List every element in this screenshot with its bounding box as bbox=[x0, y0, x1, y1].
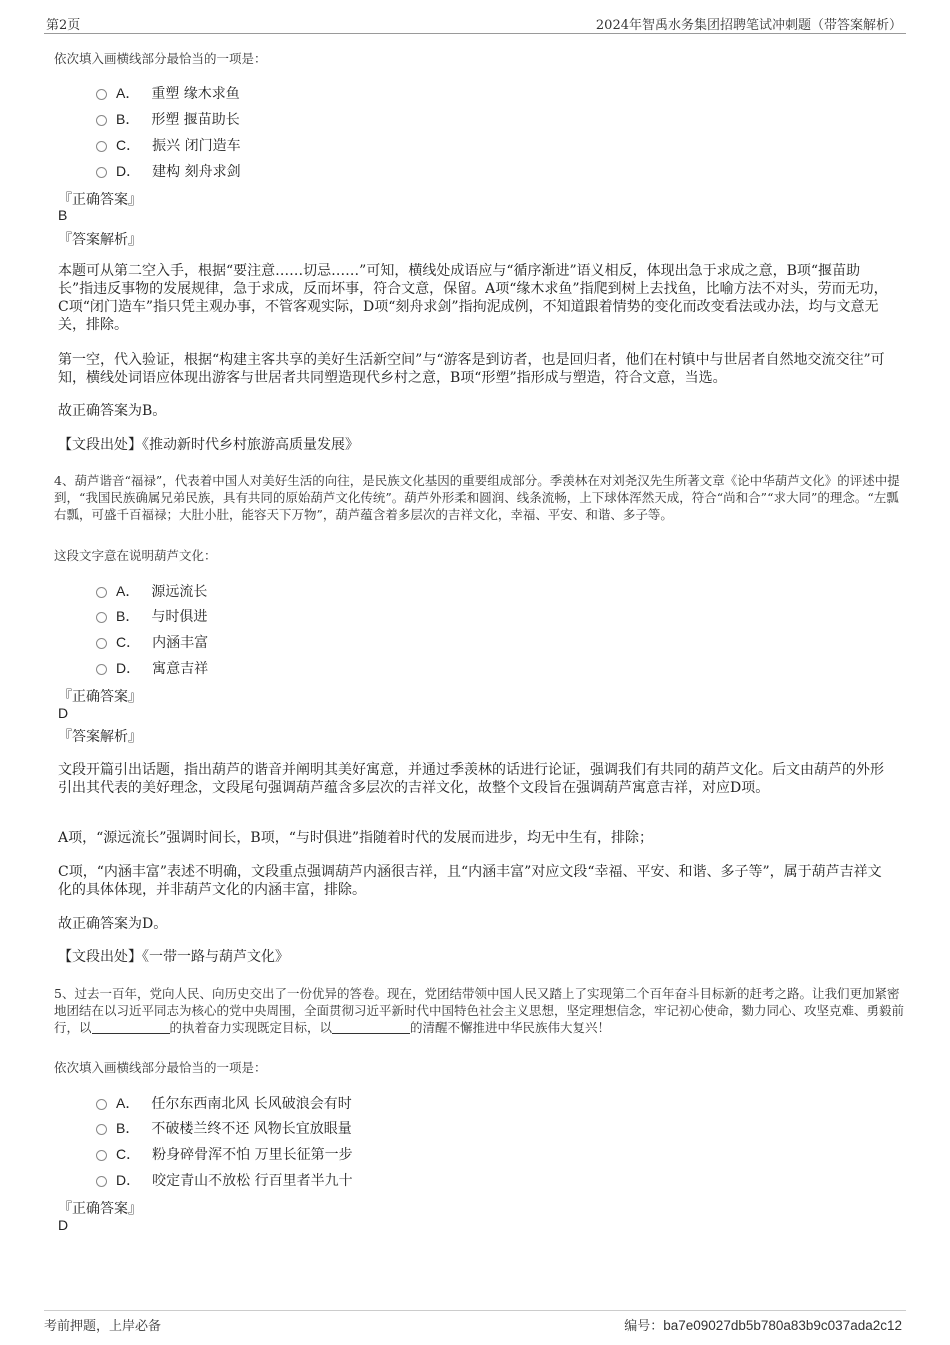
radio-icon[interactable] bbox=[96, 664, 107, 675]
radio-icon[interactable] bbox=[96, 1150, 107, 1161]
footer-slogan: 考前押题，上岸必备 bbox=[44, 1319, 162, 1334]
q4-analysis-para-3: C项，“内涵丰富”表述不明确，文段重点强调葫芦内涵很吉祥，且“内涵丰富”对应文段“幸福、平安、和谐、多子等”，属于葫芦吉祥文化的具体体现，并非葫芦文化的内涵丰富，排除。 bbox=[58, 864, 882, 898]
q5-stem: 5、过去一百年，党向人民、向历史交出了一份优异的答卷。现在，党团结带领中国人民又踏上了实现第二个百年奋斗目标新的赶考之路。让我们更加紧密地团结在以习近平同志为核心的党中央周围，全面贯彻习近平新时代中国特色社会主义思想，坚定理想信念，牢记初心使命，勠力同心、攻坚克难、勇毅前行，以 的执着奋力实现既定目标，以 的清醒不懈推进中华民族伟大复兴！ bbox=[54, 986, 905, 1035]
q4-prompt: 这段文字意在说明葫芦文化： bbox=[54, 548, 217, 563]
radio-icon[interactable] bbox=[96, 1099, 107, 1110]
q4-analysis-conclusion: 故正确答案为D。 bbox=[58, 916, 168, 932]
q3-analysis-para-1: 本题可从第二空入手，根据“要注意……切忌……”可知，横线处成语应与“循序渐进”语义相反，体现出急于求成之意，B项“揠苗助长”指违反事物的发展规律，急于求成，反而坏事，符合文意，保留。A项“缘木求鱼”指爬到树上去找鱼，比喻方法不对头，劳而无功，C项“闭门造车”指只凭主观办事，不管客观实际，D项“刻舟求剑”指拘泥成例，不知道跟着情势的变化而改变看法或办法，均与文意无关，排除。 bbox=[58, 263, 888, 333]
q4-analysis-para-2: A项，“源远流长”强调时间长，B项，“与时俱进”指随着时代的发展而进步，均无中生有，排除； bbox=[58, 830, 654, 846]
page-number: 第2页 bbox=[46, 18, 81, 33]
q4-option-b[interactable]: B． 与时俱进 bbox=[96, 606, 207, 626]
q3-prompt: 依次填入画横线部分最恰当的一项是： bbox=[54, 51, 267, 66]
q3-option-b[interactable]: B． 形塑 揠苗助长 bbox=[96, 109, 240, 129]
q3-answer-label: 『正确答案』 bbox=[58, 192, 142, 208]
document-title: 2024年智禹水务集团招聘笔试冲刺题（带答案解析） bbox=[595, 18, 902, 33]
q4-option-c[interactable]: C． 内涵丰富 bbox=[96, 632, 208, 652]
radio-icon[interactable] bbox=[96, 587, 107, 598]
q4-analysis-para-1: 文段开篇引出话题，指出葫芦的谐音并阐明其美好寓意，并通过季羡林的话进行论证，强调我们有共同的葫芦文化。后文由葫芦的外形引出其代表的美好理念，文段尾句强调葫芦蕴含多层次的吉祥文化，故整个文段旨在强调葫芦寓意吉祥，对应D项。 bbox=[58, 762, 884, 796]
q4-analysis-label: 『答案解析』 bbox=[58, 729, 142, 745]
q4-source: 【文段出处】《一带一路与葫芦文化》 bbox=[58, 949, 289, 965]
radio-icon[interactable] bbox=[96, 89, 107, 100]
page-header bbox=[44, 12, 906, 34]
q3-option-c[interactable]: C． 振兴 闭门造车 bbox=[96, 135, 241, 155]
q5-answer: D bbox=[58, 1217, 69, 1233]
q3-analysis-para-2: 第一空，代入验证，根据“构建主客共享的美好生活新空间”与“游客是到访者，也是回归者，他们在村镇中与世居者自然地交流交往”可知，横线处词语应体现出游客与世居者共同塑造现代乡村之意，B项“形塑”指形成与塑造，符合文意，当选。 bbox=[58, 352, 885, 386]
page-footer bbox=[44, 1310, 906, 1335]
fill-blank-1 bbox=[92, 1020, 170, 1034]
q5-prompt: 依次填入画横线部分最恰当的一项是： bbox=[54, 1060, 267, 1075]
q3-option-d[interactable]: D． 建构 刻舟求剑 bbox=[96, 161, 241, 181]
q5-option-a[interactable]: A． 任尔东西南北风 长风破浪会有时 bbox=[96, 1093, 352, 1113]
radio-icon[interactable] bbox=[96, 115, 107, 126]
q4-answer-label: 『正确答案』 bbox=[58, 689, 142, 705]
footer-code: 编号：ba7e09027db5b780a83b9c037ada2c12 bbox=[624, 1318, 902, 1334]
q3-source: 【文段出处】《推动新时代乡村旅游高质量发展》 bbox=[58, 437, 359, 453]
radio-icon[interactable] bbox=[96, 141, 107, 152]
q3-option-a[interactable]: A． 重塑 缘木求鱼 bbox=[96, 83, 240, 103]
radio-icon[interactable] bbox=[96, 638, 107, 649]
q5-option-d[interactable]: D． 咬定青山不放松 行百里者半九十 bbox=[96, 1170, 353, 1190]
fill-blank-2 bbox=[332, 1020, 410, 1034]
q5-option-c[interactable]: C． 粉身碎骨浑不怕 万里长征第一步 bbox=[96, 1144, 353, 1164]
q4-stem: 4、葫芦谐音“福禄”，代表着中国人对美好生活的向往，是民族文化基因的重要组成部分。季羡林在对刘尧汉先生所著文章《论中华葫芦文化》的评述中提到，“我国民族确属兄弟民族，具有共同的原始葫芦文化传统”。葫芦外形柔和圆润、线条流畅，上下球体浑然天成，符合“尚和合”“求大同”的理念。“左瓢右瓢，可盛千百福禄；大肚小肚，能容天下万物”，葫芦蕴含着多层次的吉祥文化，幸福、平安、和谐、多子等。 bbox=[54, 473, 900, 522]
q4-answer: D bbox=[58, 705, 69, 721]
radio-icon[interactable] bbox=[96, 167, 107, 178]
q3-analysis-conclusion: 故正确答案为B。 bbox=[58, 403, 167, 419]
q3-analysis-label: 『答案解析』 bbox=[58, 232, 142, 248]
q5-answer-label: 『正确答案』 bbox=[58, 1201, 142, 1217]
radio-icon[interactable] bbox=[96, 1176, 107, 1187]
q5-option-b[interactable]: B． 不破楼兰终不还 风物长宜放眼量 bbox=[96, 1118, 352, 1138]
radio-icon[interactable] bbox=[96, 612, 107, 623]
q4-option-a[interactable]: A． 源远流长 bbox=[96, 581, 207, 601]
radio-icon[interactable] bbox=[96, 1124, 107, 1135]
q3-answer: B bbox=[58, 207, 68, 223]
q4-option-d[interactable]: D． 寓意吉祥 bbox=[96, 658, 208, 678]
